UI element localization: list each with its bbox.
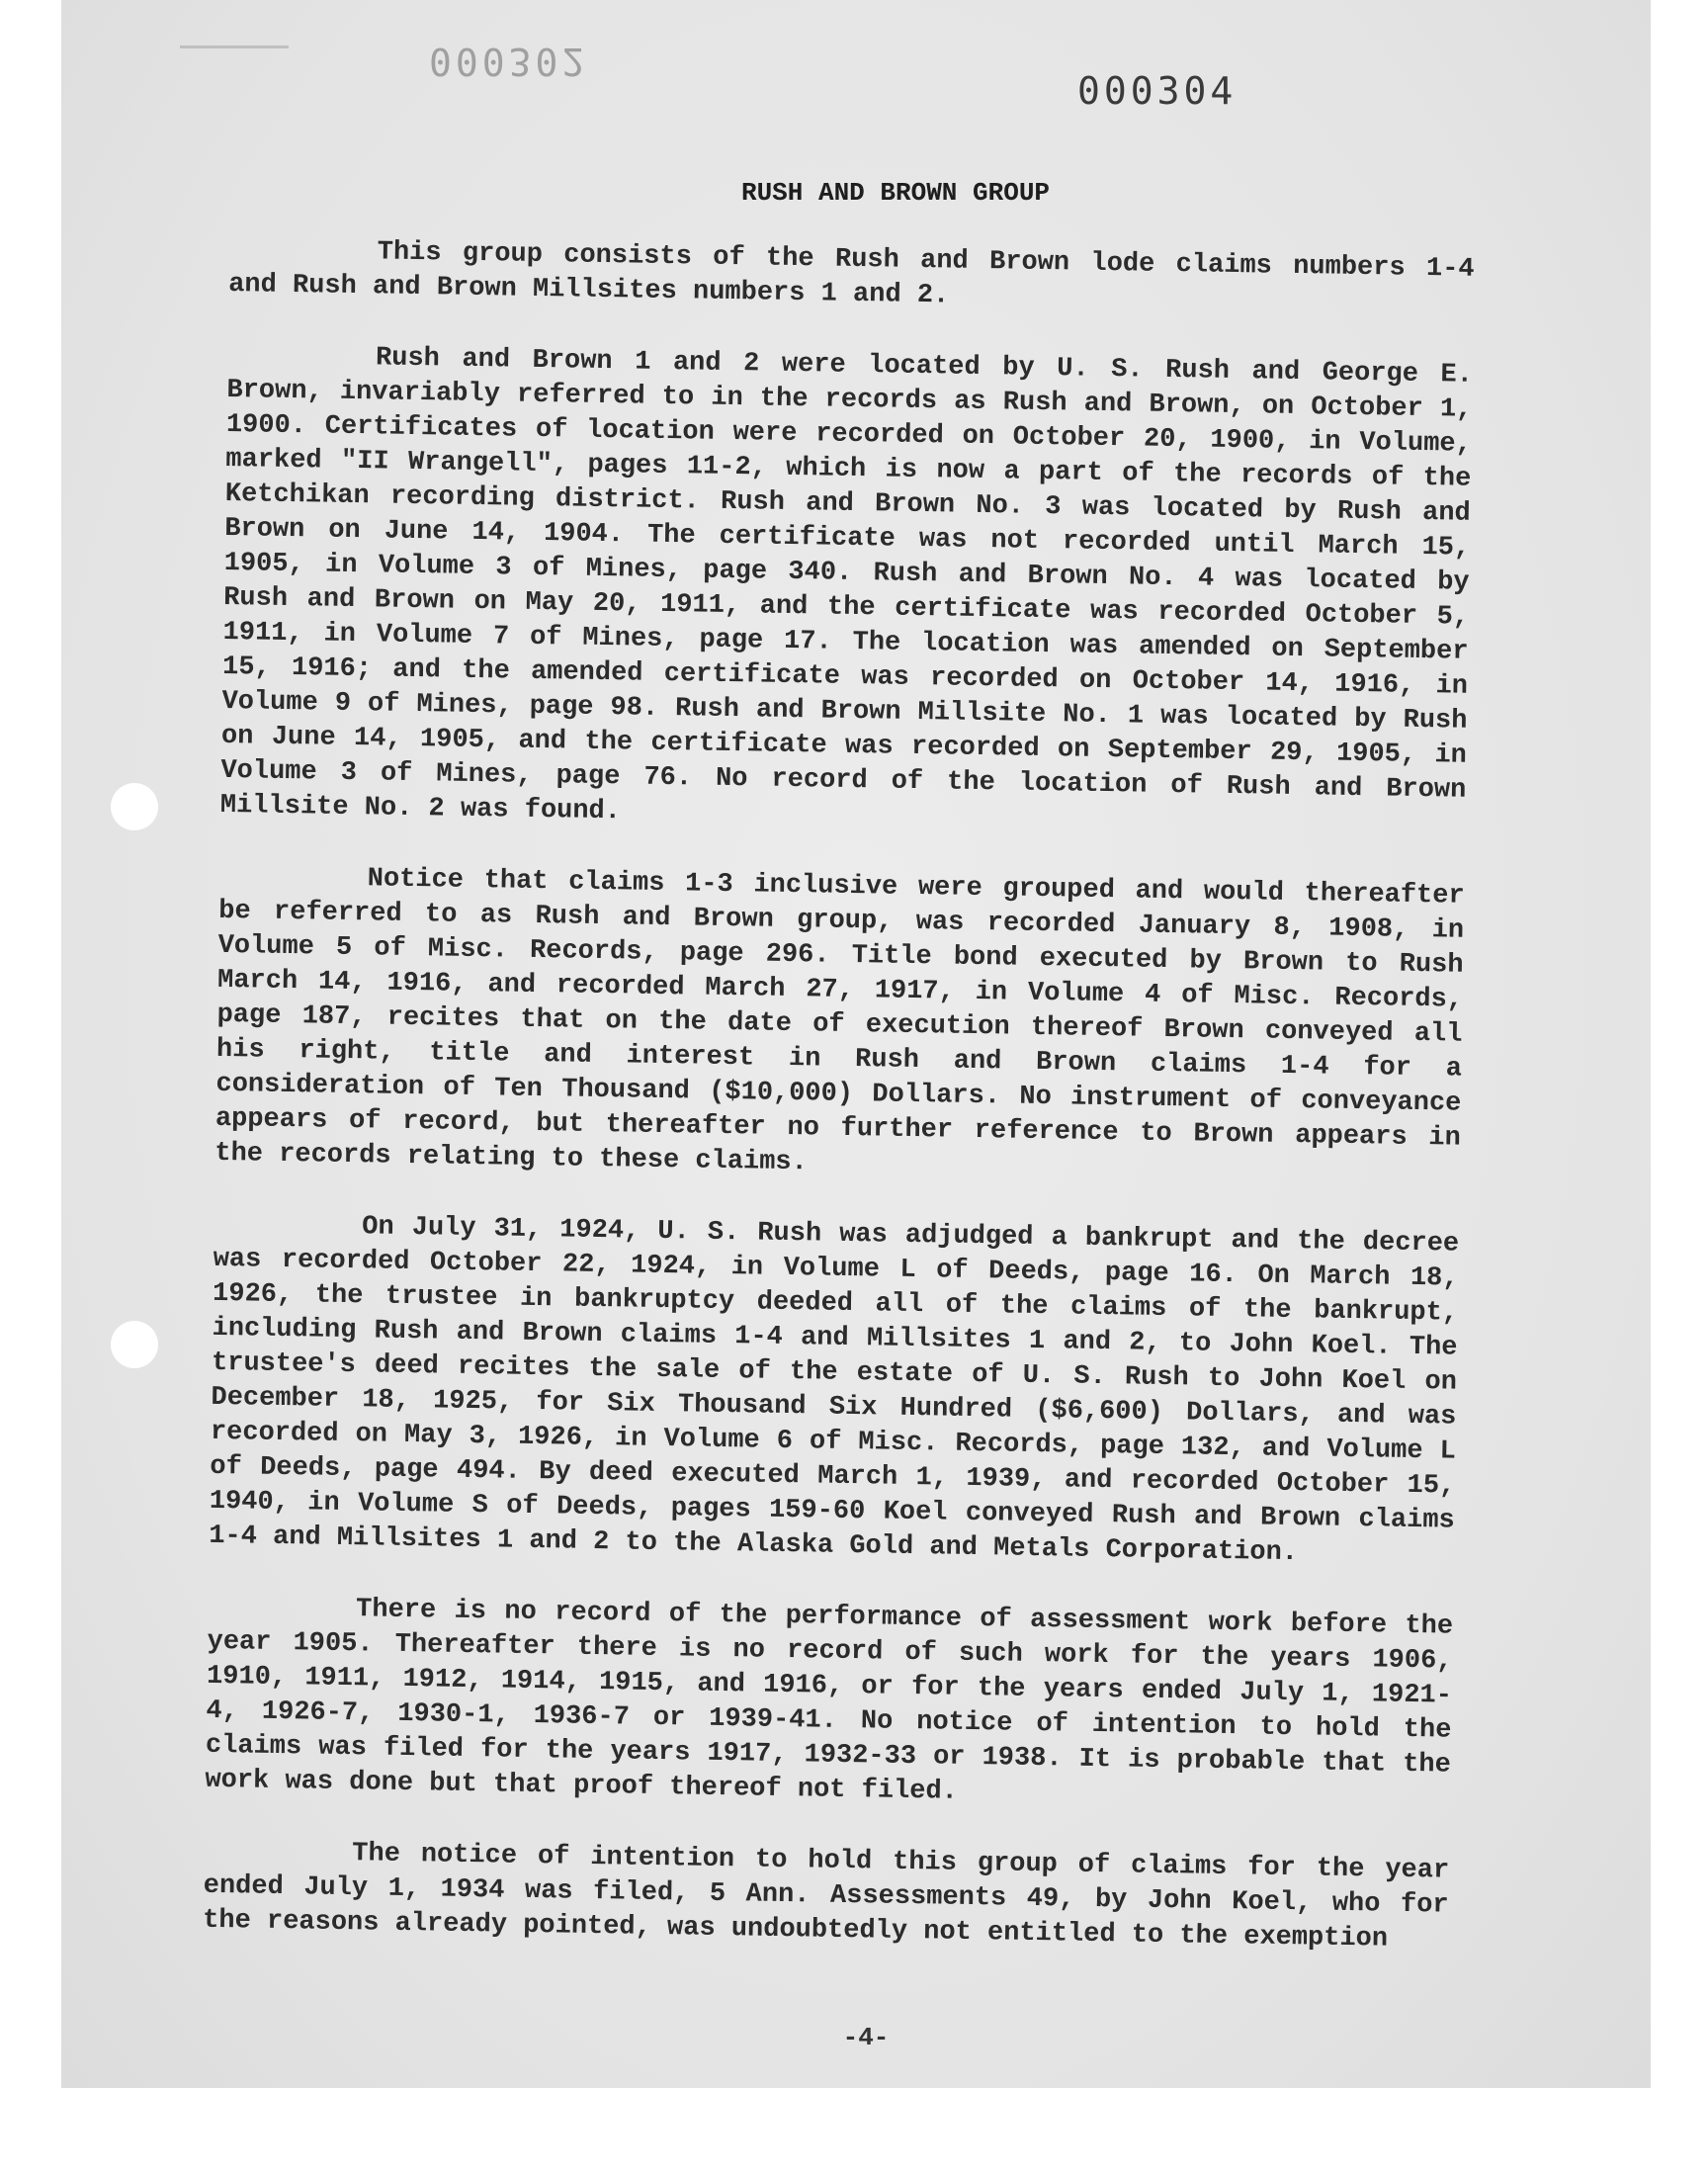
paragraph-group-description: This group consists of the Rush and Brown lode claims numbers 1-4 and Rush and Brown Millsites numbers 1 and 2. — [227, 237, 1475, 311]
paragraph-notice-of-intention: The notice of intention to hold this group of claims for the year ended July 1, 1934 was filed, 5 Ann. Assessments 49, by John Koel, who for the reasons already pointed, was undoubtedly not entitled to the exemption — [202, 1839, 1450, 1955]
paragraph-grouping-notice: Notice that claims 1-3 inclusive were grouped and would thereafter be referred to as Rush and Brown group, was recorded January 8, 1908, in Volume 5 of Misc. Records, page 296. Title bond executed by Brown to Rush March 14, 1916, and recorded March 27, 1917, in Volume 4 of Misc. Records, page 187, recites that on the date of execution thereof Brown conveyed all his right, title and interest in Rush and Brown claims 1-4 for a consideration of Ten Thousand ($10,000) Dollars. No instrument of conveyance appears of record, but thereafter no further reference to Brown appears in the records relating to these claims. — [214, 864, 1465, 1178]
paragraph-assessment-work: There is no record of the performance of assessment work before the year 1905. Thereafter there is no record of such work for the years 1906, 1910, 1911, 1912, 1914, 1915, and 1916, or for the years ended July 1, 1921-4, 1926-7, 1930-1, 1936-7 or 1939-41. No notice of intention to hold the claims was filed for the years 1917, 1932-33 or 1938. It is probable that the work was done but that proof thereof not filed. — [205, 1595, 1454, 1807]
paragraph-bankruptcy: On July 31, 1924, U. S. Rush was adjudged a bankrupt and the decree was recorded October 22, 1924, in Volume L of Deeds, page 16. On March 18, 1926, the trustee in bankruptcy deeded all of the claims of the bankrupt, including Rush and Brown claims 1-4 and Millsites 1 and 2, to John Koel. The trustee's deed recites the sale of the estate of U. S. Rush to John Koel on December 18, 1925, for Six Thousand Six Hundred ($6,600) Dollars, and was recorded on May 3, 1926, in Volume 6 of Misc. Records, page 132, and Volume L of Deeds, page 494. By deed executed March 1, 1939, and recorded October 15, 1940, in Volume S of Deeds, pages 159-60 Koel conveyed Rush and Brown claims 1-4 and Millsites 1 and 2 to the Alaska Gold and Metals Corporation. — [209, 1212, 1460, 1569]
paragraph-location-history: Rush and Brown 1 and 2 were located by U. S. Rush and George E. Brown, invariably referred to in the records as Rush and Brown, on October 1, 1900. Certificates of location were recorded on October 20, 1900, in Volume, marked "II Wrangell", pages 11-2, which is now a part of the records of the Ketchikan recording district. Rush and Brown No. 3 was located by Rush and Brown on June 14, 1904. The certificate was not recorded until March 15, 1905, in Volume 3 of Mines, page 340. Rush and Brown No. 4 was located by Rush and Brown on May 20, 1911, and the certificate was recorded October 5, 1911, in Volume 7 of Mines, page 17. The location was amended on September 15, 1916; and the amended certificate was recorded on October 14, 1916, in Volume 9 of Mines, page 98. Rush and Brown Millsite No. 1 was located by Rush on June 14, 1905, and the certificate was recorded on September 29, 1905, in Volume 3 of Mines, page 76. No record of the location of Rush and Brown Millsite No. 2 was found. — [219, 343, 1474, 827]
scan-artifact — [180, 45, 289, 48]
bleed-through-document-number: 000302 — [429, 40, 589, 83]
page-number: -4- — [842, 2023, 890, 2052]
punch-hole-lower — [111, 1321, 158, 1368]
page-title: RUSH AND BROWN GROUP — [740, 178, 1051, 208]
document-body — [202, 233, 1475, 1995]
punch-hole-upper — [111, 783, 158, 830]
document-page — [61, 0, 1651, 2088]
document-number: 000304 — [1077, 69, 1238, 113]
